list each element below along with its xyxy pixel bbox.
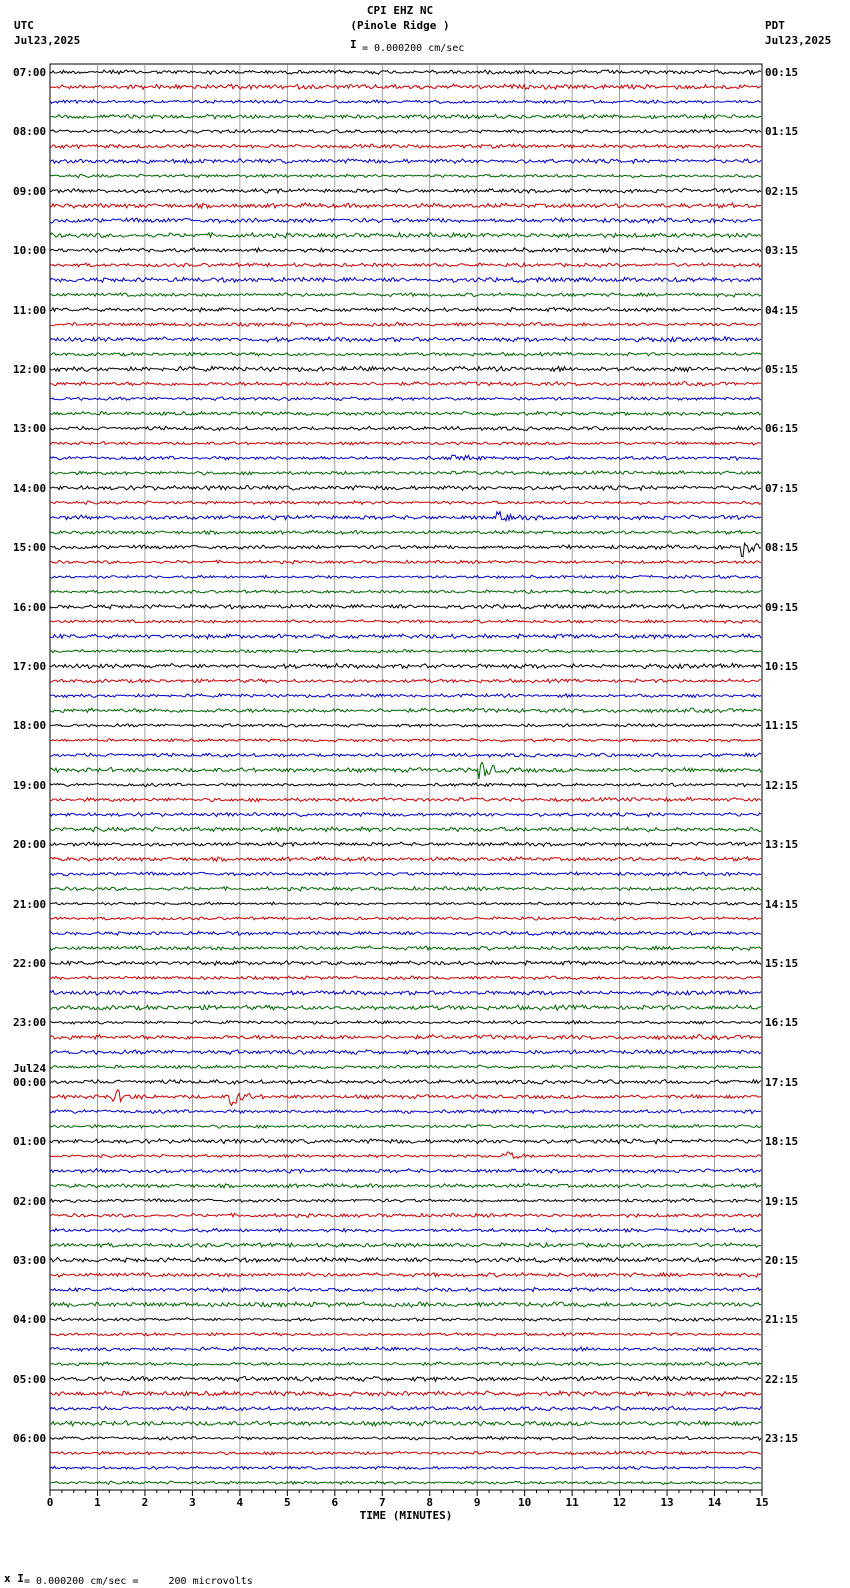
trace-row	[50, 1362, 761, 1366]
pdt-hour-label: 20:15	[765, 1254, 799, 1267]
trace-row	[50, 1213, 761, 1217]
pdt-hour-label: 23:15	[765, 1432, 799, 1446]
trace-row	[50, 1406, 761, 1410]
trace-row	[50, 501, 761, 505]
trace-row	[50, 1065, 761, 1069]
x-tick-label: 3	[189, 1496, 196, 1509]
utc-hour-label: 17:00	[13, 660, 47, 673]
trace-row	[50, 174, 761, 178]
trace-row	[50, 471, 761, 475]
trace-row	[50, 543, 761, 557]
trace-row	[50, 679, 761, 683]
trace-row	[50, 634, 761, 639]
utc-hour-label: 22:00	[13, 957, 47, 970]
trace-row	[50, 84, 761, 89]
utc-hour-label: 00:00	[13, 1075, 47, 1089]
trace-row	[50, 1436, 761, 1440]
trace-row	[50, 1273, 761, 1278]
trace-row	[50, 308, 761, 312]
pdt-hour-label: 12:15	[765, 778, 799, 792]
station-title: CPI EHZ NC	[366, 4, 434, 17]
trace-row	[50, 917, 761, 920]
trace-row	[50, 455, 761, 460]
utc-hour-label: 18:00	[13, 719, 47, 733]
trace-row	[50, 130, 761, 134]
utc-date-label: Jul23,2025	[14, 34, 81, 47]
trace-row	[50, 902, 761, 905]
trace-row	[50, 1021, 761, 1024]
trace-row	[50, 1288, 761, 1292]
footer-scale-icon: x I	[4, 1572, 24, 1585]
trace-row	[50, 277, 761, 282]
trace-row	[50, 1199, 761, 1203]
trace-row	[50, 248, 761, 253]
utc-hour-label: 15:00	[13, 541, 47, 555]
trace-row	[50, 263, 761, 267]
pdt-hour-label: 04:15	[765, 303, 799, 317]
x-tick-label: 7	[378, 1496, 386, 1509]
x-tick-label: 2	[141, 1496, 149, 1509]
utc-hour-label: 10:00	[13, 244, 47, 258]
trace-row	[50, 218, 761, 223]
trace-row	[50, 1169, 761, 1173]
trace-row	[50, 1481, 761, 1484]
trace-row	[50, 946, 761, 950]
trace-row	[50, 813, 761, 817]
trace-row	[50, 397, 761, 401]
utc-hour-label: 08:00	[13, 125, 47, 139]
trace-row	[50, 1228, 761, 1232]
trace-row	[50, 961, 761, 966]
trace-row	[50, 352, 761, 356]
utc-hour-label: 02:00	[13, 1194, 47, 1208]
footer-scale-note: = 0.000200 cm/sec = 200 microvolts	[24, 1576, 253, 1587]
pdt-hour-label: 14:15	[765, 897, 799, 911]
trace-row	[50, 1333, 761, 1336]
trace-row	[50, 1466, 761, 1469]
pdt-date-label: Jul23,2025	[765, 34, 832, 47]
pdt-hour-label: 03:15	[765, 244, 799, 258]
trace-row	[50, 114, 761, 119]
pdt-hour-label: 10:15	[765, 660, 799, 673]
trace-row	[50, 931, 761, 935]
trace-row	[50, 1243, 761, 1248]
trace-row	[50, 1109, 761, 1113]
trace-row	[50, 1376, 761, 1381]
trace-row	[50, 976, 761, 980]
pdt-hour-label: 05:15	[765, 363, 799, 376]
trace-row	[50, 1391, 761, 1396]
trace-row	[50, 694, 761, 698]
trace-row	[50, 827, 761, 832]
trace-row	[50, 485, 761, 490]
pdt-hour-label: 02:15	[765, 184, 799, 198]
utc-hour-label: 12:00	[13, 363, 47, 376]
x-tick-label: 11	[565, 1496, 579, 1509]
utc-hour-label: 13:00	[13, 422, 47, 436]
x-tick-label: 5	[284, 1496, 291, 1509]
trace-row	[50, 798, 761, 802]
trace-row	[50, 783, 761, 787]
trace-row	[50, 293, 761, 297]
trace-row	[50, 189, 761, 194]
trace-row	[50, 426, 761, 430]
trace-row	[50, 1451, 761, 1455]
trace-row	[50, 159, 761, 164]
trace-row	[50, 1347, 761, 1351]
trace-row	[50, 144, 761, 148]
trace-row	[50, 990, 761, 995]
trace-row	[50, 560, 761, 564]
pdt-hour-label: 13:15	[765, 838, 799, 852]
trace-row	[50, 1302, 761, 1307]
trace-row	[50, 857, 761, 862]
station-location: (Pinole Ridge )	[350, 19, 450, 32]
trace-row	[50, 382, 761, 386]
pdt-hour-label: 08:15	[765, 541, 799, 555]
utc-hour-label: 23:00	[13, 1016, 47, 1030]
trace-row	[50, 1318, 761, 1322]
trace-row	[50, 663, 761, 668]
trace-row	[50, 620, 761, 624]
trace-row	[50, 70, 761, 74]
x-axis-title: TIME (MINUTES)	[359, 1509, 453, 1522]
trace-row	[50, 1152, 761, 1158]
trace-row	[50, 590, 761, 593]
x-tick-label: 9	[473, 1496, 481, 1509]
x-tick-label: 14	[707, 1496, 722, 1509]
trace-row	[50, 739, 761, 742]
x-tick-label: 8	[426, 1496, 434, 1509]
utc-hour-label: 14:00	[13, 481, 47, 495]
trace-row	[50, 442, 761, 445]
x-tick-label: 15	[755, 1496, 769, 1509]
trace-row	[50, 412, 761, 416]
pdt-hour-label: 22:15	[765, 1372, 799, 1386]
trace-row	[50, 708, 761, 713]
trace-row	[50, 650, 761, 653]
x-tick-label: 6	[331, 1496, 339, 1509]
utc-hour-label: 06:00	[13, 1432, 47, 1446]
utc-hour-label: 19:00	[13, 778, 47, 792]
trace-row	[50, 1005, 761, 1010]
day-change-label: Jul24	[13, 1061, 47, 1075]
trace-row	[50, 1050, 761, 1055]
utc-hour-label: 11:00	[13, 303, 47, 317]
trace-row	[50, 842, 761, 846]
pdt-hour-label: 21:15	[765, 1313, 799, 1327]
pdt-hour-label: 09:15	[765, 600, 799, 614]
scale-bar-icon: I	[350, 38, 357, 51]
utc-hour-label: 05:00	[13, 1372, 47, 1386]
pdt-hour-label: 15:15	[765, 957, 799, 970]
trace-row	[50, 762, 761, 779]
trace-row	[50, 1139, 761, 1144]
trace-row	[50, 1125, 761, 1129]
pdt-hour-label: 11:15	[765, 719, 799, 733]
x-tick-label: 12	[612, 1496, 627, 1509]
pdt-hour-label: 06:15	[765, 422, 799, 436]
trace-row	[50, 1035, 761, 1040]
pdt-hour-label: 19:15	[765, 1194, 799, 1208]
pdt-hour-label: 01:15	[765, 125, 799, 139]
trace-row	[50, 203, 761, 208]
utc-hour-label: 21:00	[13, 897, 47, 911]
x-tick-label: 4	[236, 1496, 244, 1509]
x-tick-label: 1	[94, 1496, 101, 1509]
trace-row	[50, 887, 761, 891]
x-tick-label: 0	[46, 1496, 54, 1509]
trace-row	[50, 753, 761, 757]
pdt-hour-label: 07:15	[765, 481, 799, 495]
pdt-hour-label: 16:15	[765, 1016, 799, 1030]
trace-row	[50, 575, 761, 578]
trace-row	[50, 1079, 761, 1084]
utc-hour-label: 04:00	[13, 1313, 47, 1327]
trace-row	[50, 1258, 761, 1263]
trace-row	[50, 337, 761, 342]
trace-row	[50, 530, 761, 534]
trace-row	[50, 724, 761, 728]
x-tick-label: 13	[660, 1496, 674, 1509]
trace-row	[50, 1184, 761, 1188]
time-axis	[47, 1490, 769, 1522]
utc-hour-label: 03:00	[13, 1254, 47, 1267]
pdt-hour-label: 00:15	[765, 66, 799, 79]
pdt-hour-label: 18:15	[765, 1135, 799, 1149]
x-tick-label: 10	[518, 1496, 532, 1509]
utc-hour-label: 01:00	[13, 1135, 47, 1149]
trace-row	[50, 322, 761, 326]
trace-row	[50, 872, 761, 876]
trace-row	[50, 512, 761, 521]
utc-hour-label: 16:00	[13, 600, 47, 614]
scale-text: = 0.000200 cm/sec	[362, 43, 465, 54]
pdt-zone-label: PDT	[765, 19, 785, 32]
utc-hour-label: 07:00	[13, 66, 47, 79]
trace-row	[50, 100, 761, 104]
trace-row	[50, 604, 761, 609]
trace-row	[50, 366, 761, 371]
pdt-hour-label: 17:15	[765, 1075, 799, 1089]
seismic-traces	[50, 70, 761, 1485]
trace-row	[50, 1421, 761, 1426]
trace-row	[50, 1090, 761, 1106]
utc-hour-label: 09:00	[13, 184, 47, 198]
utc-zone-label: UTC	[14, 19, 34, 32]
trace-row	[50, 233, 761, 238]
utc-hour-label: 20:00	[13, 838, 47, 852]
